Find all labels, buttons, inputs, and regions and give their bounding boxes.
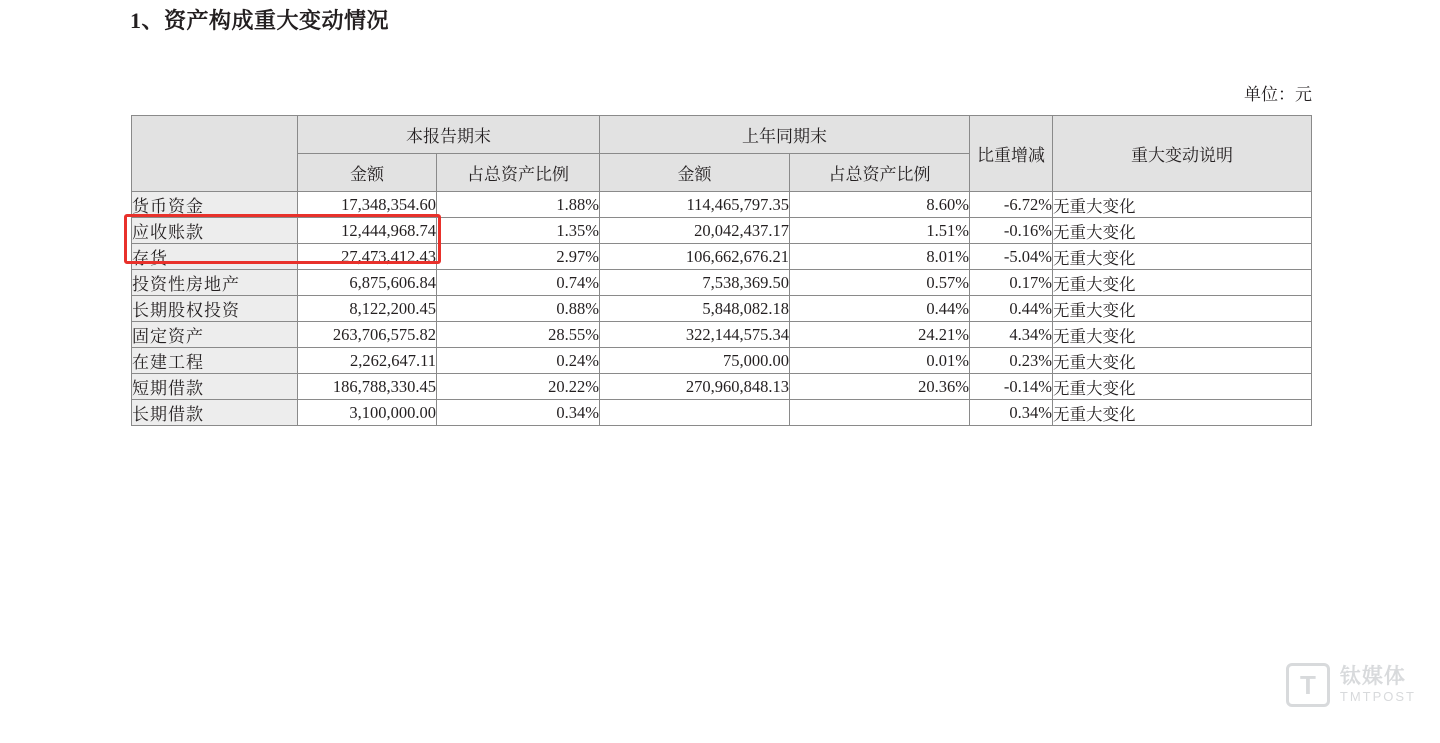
- row-label: 固定资产: [132, 322, 298, 348]
- row-label: 在建工程: [132, 348, 298, 374]
- cell-amount-current: 12,444,968.74: [298, 218, 437, 244]
- row-label: 投资性房地产: [132, 270, 298, 296]
- cell-ratio-current: 0.34%: [437, 400, 600, 426]
- watermark-text: [1340, 665, 1416, 704]
- cell-change: -0.14%: [970, 374, 1053, 400]
- table-header: [132, 116, 1312, 192]
- header-ratio-prior: 占总资产比例: [790, 154, 970, 192]
- cell-amount-prior: 7,538,369.50: [600, 270, 790, 296]
- cell-ratio-current: 1.88%: [437, 192, 600, 218]
- row-label: 长期股权投资: [132, 296, 298, 322]
- cell-ratio-current: 0.24%: [437, 348, 600, 374]
- cell-ratio-prior: 1.51%: [790, 218, 970, 244]
- cell-ratio-current: 0.88%: [437, 296, 600, 322]
- cell-amount-current: 3,100,000.00: [298, 400, 437, 426]
- cell-amount-current: 2,262,647.11: [298, 348, 437, 374]
- table-row: [132, 244, 1312, 270]
- cell-amount-prior: 106,662,676.21: [600, 244, 790, 270]
- asset-composition-table: [131, 115, 1312, 426]
- table-row: [132, 374, 1312, 400]
- cell-ratio-prior: 0.57%: [790, 270, 970, 296]
- cell-change: 0.23%: [970, 348, 1053, 374]
- table-row: [132, 400, 1312, 426]
- cell-ratio-current: 0.74%: [437, 270, 600, 296]
- cell-amount-prior: 322,144,575.34: [600, 322, 790, 348]
- cell-change: 0.44%: [970, 296, 1053, 322]
- cell-ratio-current: 1.35%: [437, 218, 600, 244]
- header-group-current-period: 本报告期末: [298, 116, 600, 154]
- cell-ratio-prior: 8.60%: [790, 192, 970, 218]
- table-row: [132, 296, 1312, 322]
- unit-label: 单位：元: [1244, 85, 1312, 104]
- cell-ratio-prior: 24.21%: [790, 322, 970, 348]
- table-row: [132, 192, 1312, 218]
- row-label: 短期借款: [132, 374, 298, 400]
- cell-ratio-prior: 8.01%: [790, 244, 970, 270]
- header-amount-prior: 金额: [600, 154, 790, 192]
- header-major-change-note: 重大变动说明: [1053, 116, 1312, 192]
- cell-amount-current: 27,473,412.43: [298, 244, 437, 270]
- table-body: [132, 192, 1312, 426]
- cell-change: 4.34%: [970, 322, 1053, 348]
- row-label: 货币资金: [132, 192, 298, 218]
- cell-amount-prior: 20,042,437.17: [600, 218, 790, 244]
- row-label: 存货: [132, 244, 298, 270]
- table-row: [132, 218, 1312, 244]
- cell-note: 无重大变化: [1053, 348, 1312, 374]
- header-ratio-change: 比重增减: [970, 116, 1053, 192]
- cell-amount-current: 17,348,354.60: [298, 192, 437, 218]
- cell-amount-current: 186,788,330.45: [298, 374, 437, 400]
- cell-note: 无重大变化: [1053, 270, 1312, 296]
- cell-note: 无重大变化: [1053, 296, 1312, 322]
- table-row: [132, 322, 1312, 348]
- cell-ratio-current: 28.55%: [437, 322, 600, 348]
- tmtpost-logo-icon: [1286, 663, 1330, 707]
- cell-ratio-prior: 0.44%: [790, 296, 970, 322]
- watermark-cn: 钛媒体: [1339, 665, 1406, 689]
- cell-amount-current: 263,706,575.82: [298, 322, 437, 348]
- header-ratio-current: 占总资产比例: [437, 154, 600, 192]
- cell-change: -0.16%: [970, 218, 1053, 244]
- cell-change: 0.34%: [970, 400, 1053, 426]
- page-title: 1、资产构成重大变动情况: [130, 8, 390, 33]
- cell-amount-prior: 114,465,797.35: [600, 192, 790, 218]
- cell-ratio-current: 2.97%: [437, 244, 600, 270]
- cell-amount-prior: 75,000.00: [600, 348, 790, 374]
- cell-ratio-current: 20.22%: [437, 374, 600, 400]
- cell-amount-current: 8,122,200.45: [298, 296, 437, 322]
- header-amount-current: 金额: [298, 154, 437, 192]
- cell-note: 无重大变化: [1053, 322, 1312, 348]
- header-blank-corner: [132, 116, 298, 192]
- row-label: 长期借款: [132, 400, 298, 426]
- cell-ratio-prior: 20.36%: [790, 374, 970, 400]
- cell-note: 无重大变化: [1053, 244, 1312, 270]
- cell-amount-prior: 5,848,082.18: [600, 296, 790, 322]
- cell-ratio-prior: [790, 400, 970, 426]
- cell-amount-prior: 270,960,848.13: [600, 374, 790, 400]
- cell-change: -6.72%: [970, 192, 1053, 218]
- table-header-row-group: [132, 116, 1312, 154]
- cell-change: -5.04%: [970, 244, 1053, 270]
- watermark-en: TMTPOST: [1339, 688, 1416, 704]
- cell-amount-prior: [600, 400, 790, 426]
- cell-change: 0.17%: [970, 270, 1053, 296]
- cell-note: 无重大变化: [1053, 374, 1312, 400]
- cell-note: 无重大变化: [1053, 218, 1312, 244]
- cell-note: 无重大变化: [1053, 400, 1312, 426]
- cell-note: 无重大变化: [1053, 192, 1312, 218]
- cell-amount-current: 6,875,606.84: [298, 270, 437, 296]
- table-row: [132, 348, 1312, 374]
- row-label: 应收账款: [132, 218, 298, 244]
- table-row: [132, 270, 1312, 296]
- header-group-prior-period: 上年同期末: [600, 116, 970, 154]
- watermark: [1286, 663, 1416, 707]
- cell-ratio-prior: 0.01%: [790, 348, 970, 374]
- asset-composition-table-wrap: [131, 115, 1311, 426]
